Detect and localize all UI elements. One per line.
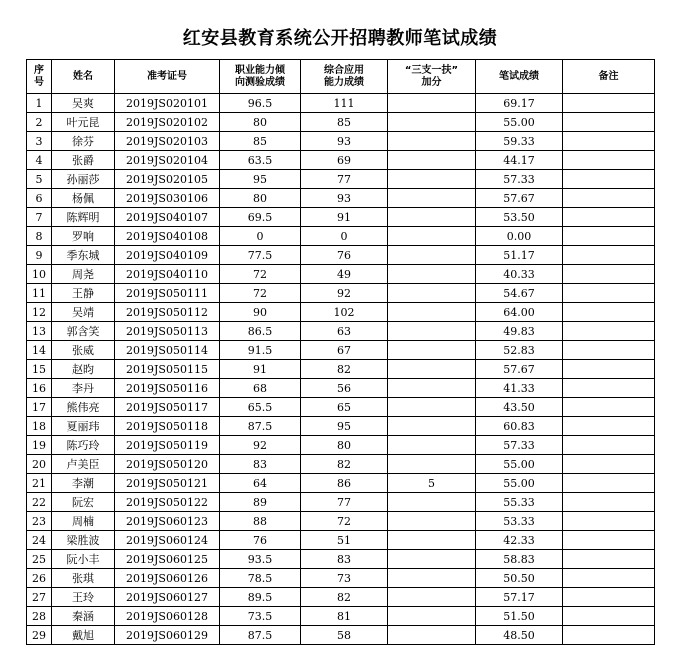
cell-exam-no: 2019JS060129 [115,626,220,645]
cell-aptitude: 93.5 [220,550,301,569]
table-row [27,113,655,132]
header-name: 姓名 [52,60,115,94]
cell-name: 张爵 [52,151,115,170]
cell-bonus [388,588,476,607]
cell-written: 57.17 [476,588,563,607]
table-row [27,284,655,303]
table-row [27,379,655,398]
cell-aptitude: 77.5 [220,246,301,265]
cell-written: 49.83 [476,322,563,341]
table-row [27,170,655,189]
cell-written: 53.50 [476,208,563,227]
cell-seq: 13 [27,322,52,341]
cell-bonus: 5 [388,474,476,493]
cell-comprehensive: 93 [301,132,388,151]
cell-seq: 19 [27,436,52,455]
table-row [27,341,655,360]
cell-aptitude: 80 [220,113,301,132]
cell-seq: 10 [27,265,52,284]
cell-seq: 2 [27,113,52,132]
table-row [27,227,655,246]
cell-seq: 20 [27,455,52,474]
cell-remark [563,303,655,322]
cell-bonus [388,246,476,265]
cell-seq: 17 [27,398,52,417]
cell-seq: 22 [27,493,52,512]
cell-remark [563,474,655,493]
cell-name: 王玲 [52,588,115,607]
cell-comprehensive: 76 [301,246,388,265]
cell-remark [563,512,655,531]
cell-name: 阮宏 [52,493,115,512]
cell-remark [563,227,655,246]
table-row [27,303,655,322]
cell-remark [563,132,655,151]
cell-remark [563,569,655,588]
header-exam-no: 准考证号 [115,60,220,94]
table-row [27,208,655,227]
cell-aptitude: 64 [220,474,301,493]
cell-seq: 21 [27,474,52,493]
table-row [27,493,655,512]
cell-name: 熊伟亮 [52,398,115,417]
cell-seq: 5 [27,170,52,189]
cell-remark [563,379,655,398]
cell-name: 夏丽玮 [52,417,115,436]
cell-name: 王静 [52,284,115,303]
cell-name: 戴旭 [52,626,115,645]
cell-written: 48.50 [476,626,563,645]
cell-seq: 12 [27,303,52,322]
cell-exam-no: 2019JS020104 [115,151,220,170]
cell-name: 陈辉明 [52,208,115,227]
cell-comprehensive: 0 [301,227,388,246]
cell-name: 梁胜波 [52,531,115,550]
cell-bonus [388,512,476,531]
table-row [27,189,655,208]
cell-comprehensive: 95 [301,417,388,436]
cell-bonus [388,493,476,512]
cell-aptitude: 83 [220,455,301,474]
cell-written: 41.33 [476,379,563,398]
cell-aptitude: 87.5 [220,417,301,436]
cell-seq: 6 [27,189,52,208]
cell-bonus [388,341,476,360]
cell-aptitude: 72 [220,284,301,303]
cell-comprehensive: 81 [301,607,388,626]
cell-comprehensive: 83 [301,550,388,569]
cell-written: 52.83 [476,341,563,360]
cell-comprehensive: 82 [301,455,388,474]
table-row [27,626,655,645]
cell-remark [563,284,655,303]
cell-name: 孙丽莎 [52,170,115,189]
cell-written: 42.33 [476,531,563,550]
cell-comprehensive: 56 [301,379,388,398]
cell-seq: 28 [27,607,52,626]
cell-seq: 16 [27,379,52,398]
cell-exam-no: 2019JS050115 [115,360,220,379]
cell-comprehensive: 77 [301,170,388,189]
table-row [27,322,655,341]
cell-aptitude: 89.5 [220,588,301,607]
table-row [27,607,655,626]
cell-exam-no: 2019JS050119 [115,436,220,455]
cell-comprehensive: 102 [301,303,388,322]
cell-written: 51.17 [476,246,563,265]
cell-exam-no: 2019JS050117 [115,398,220,417]
cell-remark [563,246,655,265]
cell-exam-no: 2019JS050118 [115,417,220,436]
cell-comprehensive: 63 [301,322,388,341]
cell-name: 赵昀 [52,360,115,379]
cell-written: 60.83 [476,417,563,436]
cell-exam-no: 2019JS050120 [115,455,220,474]
cell-bonus [388,265,476,284]
cell-name: 李潮 [52,474,115,493]
cell-name: 季东城 [52,246,115,265]
cell-remark [563,398,655,417]
cell-comprehensive: 91 [301,208,388,227]
cell-comprehensive: 82 [301,360,388,379]
cell-aptitude: 88 [220,512,301,531]
cell-aptitude: 91.5 [220,341,301,360]
cell-comprehensive: 111 [301,94,388,113]
cell-bonus [388,455,476,474]
cell-exam-no: 2019JS040109 [115,246,220,265]
cell-written: 53.33 [476,512,563,531]
table-row [27,512,655,531]
cell-seq: 15 [27,360,52,379]
table-row [27,474,655,493]
cell-name: 阮小丰 [52,550,115,569]
table-row [27,417,655,436]
cell-bonus [388,569,476,588]
cell-name: 李丹 [52,379,115,398]
cell-aptitude: 92 [220,436,301,455]
scores-table [26,59,655,645]
cell-bonus [388,436,476,455]
cell-seq: 11 [27,284,52,303]
cell-written: 64.00 [476,303,563,322]
cell-written: 55.00 [476,474,563,493]
table-row [27,455,655,474]
header-row [27,60,655,94]
cell-bonus [388,284,476,303]
cell-exam-no: 2019JS050114 [115,341,220,360]
cell-exam-no: 2019JS050122 [115,493,220,512]
cell-bonus [388,151,476,170]
cell-bonus [388,94,476,113]
cell-written: 57.33 [476,436,563,455]
cell-exam-no: 2019JS040110 [115,265,220,284]
cell-name: 杨佩 [52,189,115,208]
cell-seq: 18 [27,417,52,436]
cell-remark [563,588,655,607]
cell-written: 40.33 [476,265,563,284]
cell-remark [563,265,655,284]
cell-comprehensive: 73 [301,569,388,588]
cell-aptitude: 72 [220,265,301,284]
cell-written: 44.17 [476,151,563,170]
table-row [27,588,655,607]
cell-seq: 29 [27,626,52,645]
cell-written: 57.67 [476,360,563,379]
cell-bonus [388,398,476,417]
cell-bonus [388,208,476,227]
cell-exam-no: 2019JS060126 [115,569,220,588]
cell-aptitude: 65.5 [220,398,301,417]
cell-exam-no: 2019JS040107 [115,208,220,227]
cell-bonus [388,170,476,189]
header-remark: 备注 [563,60,655,94]
cell-seq: 26 [27,569,52,588]
cell-aptitude: 63.5 [220,151,301,170]
cell-exam-no: 2019JS040108 [115,227,220,246]
cell-written: 55.33 [476,493,563,512]
cell-comprehensive: 69 [301,151,388,170]
cell-exam-no: 2019JS050112 [115,303,220,322]
cell-seq: 23 [27,512,52,531]
header-aptitude: 职业能力倾 向测验成绩 [220,60,301,94]
cell-bonus [388,189,476,208]
cell-name: 周楠 [52,512,115,531]
cell-remark [563,531,655,550]
cell-comprehensive: 65 [301,398,388,417]
cell-comprehensive: 93 [301,189,388,208]
cell-remark [563,113,655,132]
cell-name: 卢美臣 [52,455,115,474]
cell-name: 周尧 [52,265,115,284]
cell-name: 张琪 [52,569,115,588]
cell-exam-no: 2019JS060128 [115,607,220,626]
cell-remark [563,626,655,645]
cell-aptitude: 80 [220,189,301,208]
cell-name: 秦涵 [52,607,115,626]
cell-comprehensive: 67 [301,341,388,360]
cell-seq: 25 [27,550,52,569]
cell-written: 57.67 [476,189,563,208]
cell-name: 张威 [52,341,115,360]
cell-remark [563,341,655,360]
table-row [27,360,655,379]
cell-written: 54.67 [476,284,563,303]
cell-bonus [388,303,476,322]
cell-written: 57.33 [476,170,563,189]
table-header [27,60,655,94]
cell-aptitude: 78.5 [220,569,301,588]
cell-name: 陈巧玲 [52,436,115,455]
cell-bonus [388,132,476,151]
table-row [27,398,655,417]
header-written: 笔试成绩 [476,60,563,94]
cell-aptitude: 89 [220,493,301,512]
cell-exam-no: 2019JS020105 [115,170,220,189]
table-row [27,531,655,550]
cell-seq: 27 [27,588,52,607]
table-body [27,94,655,645]
cell-seq: 4 [27,151,52,170]
cell-comprehensive: 92 [301,284,388,303]
cell-comprehensive: 82 [301,588,388,607]
cell-bonus [388,379,476,398]
cell-bonus [388,227,476,246]
cell-exam-no: 2019JS020102 [115,113,220,132]
cell-aptitude: 86.5 [220,322,301,341]
cell-seq: 3 [27,132,52,151]
cell-remark [563,493,655,512]
cell-bonus [388,626,476,645]
cell-remark [563,550,655,569]
cell-remark [563,436,655,455]
cell-name: 郭含笑 [52,322,115,341]
cell-comprehensive: 72 [301,512,388,531]
cell-name: 罗响 [52,227,115,246]
cell-seq: 14 [27,341,52,360]
cell-bonus [388,113,476,132]
cell-remark [563,360,655,379]
cell-comprehensive: 51 [301,531,388,550]
page-title: 红安县教育系统公开招聘教师笔试成绩 [182,28,498,49]
cell-remark [563,455,655,474]
cell-aptitude: 95 [220,170,301,189]
cell-written: 0.00 [476,227,563,246]
cell-exam-no: 2019JS020103 [115,132,220,151]
cell-aptitude: 76 [220,531,301,550]
cell-exam-no: 2019JS060127 [115,588,220,607]
cell-remark [563,322,655,341]
cell-remark [563,151,655,170]
cell-written: 69.17 [476,94,563,113]
cell-seq: 8 [27,227,52,246]
cell-comprehensive: 85 [301,113,388,132]
cell-remark [563,170,655,189]
cell-bonus [388,550,476,569]
table-row [27,265,655,284]
cell-comprehensive: 77 [301,493,388,512]
table-row [27,436,655,455]
cell-written: 59.33 [476,132,563,151]
cell-bonus [388,417,476,436]
cell-bonus [388,360,476,379]
cell-remark [563,94,655,113]
cell-exam-no: 2019JS050111 [115,284,220,303]
cell-comprehensive: 58 [301,626,388,645]
cell-name: 叶元昆 [52,113,115,132]
cell-bonus [388,607,476,626]
cell-seq: 24 [27,531,52,550]
cell-aptitude: 85 [220,132,301,151]
cell-name: 吴爽 [52,94,115,113]
cell-written: 43.50 [476,398,563,417]
cell-written: 58.83 [476,550,563,569]
cell-name: 徐芬 [52,132,115,151]
cell-seq: 7 [27,208,52,227]
cell-bonus [388,531,476,550]
cell-comprehensive: 49 [301,265,388,284]
cell-aptitude: 68 [220,379,301,398]
table-row [27,569,655,588]
header-bonus: “三支一扶” 加分 [388,60,476,94]
cell-exam-no: 2019JS050113 [115,322,220,341]
cell-written: 55.00 [476,455,563,474]
cell-comprehensive: 86 [301,474,388,493]
cell-exam-no: 2019JS050121 [115,474,220,493]
cell-written: 51.50 [476,607,563,626]
table-row [27,94,655,113]
cell-name: 吴靖 [52,303,115,322]
cell-aptitude: 87.5 [220,626,301,645]
cell-remark [563,208,655,227]
cell-bonus [388,322,476,341]
cell-written: 55.00 [476,113,563,132]
table-row [27,246,655,265]
cell-exam-no: 2019JS020101 [115,94,220,113]
cell-exam-no: 2019JS030106 [115,189,220,208]
cell-remark [563,189,655,208]
cell-exam-no: 2019JS060124 [115,531,220,550]
cell-exam-no: 2019JS060123 [115,512,220,531]
cell-aptitude: 91 [220,360,301,379]
cell-aptitude: 90 [220,303,301,322]
cell-comprehensive: 80 [301,436,388,455]
cell-exam-no: 2019JS050116 [115,379,220,398]
header-seq: 序 号 [27,60,52,94]
cell-seq: 9 [27,246,52,265]
cell-remark [563,607,655,626]
header-comprehensive: 综合应用 能力成绩 [301,60,388,94]
cell-seq: 1 [27,94,52,113]
table-row [27,550,655,569]
table-row [27,132,655,151]
cell-written: 50.50 [476,569,563,588]
cell-aptitude: 0 [220,227,301,246]
cell-remark [563,417,655,436]
cell-aptitude: 96.5 [220,94,301,113]
cell-aptitude: 69.5 [220,208,301,227]
cell-exam-no: 2019JS060125 [115,550,220,569]
table-row [27,151,655,170]
cell-aptitude: 73.5 [220,607,301,626]
